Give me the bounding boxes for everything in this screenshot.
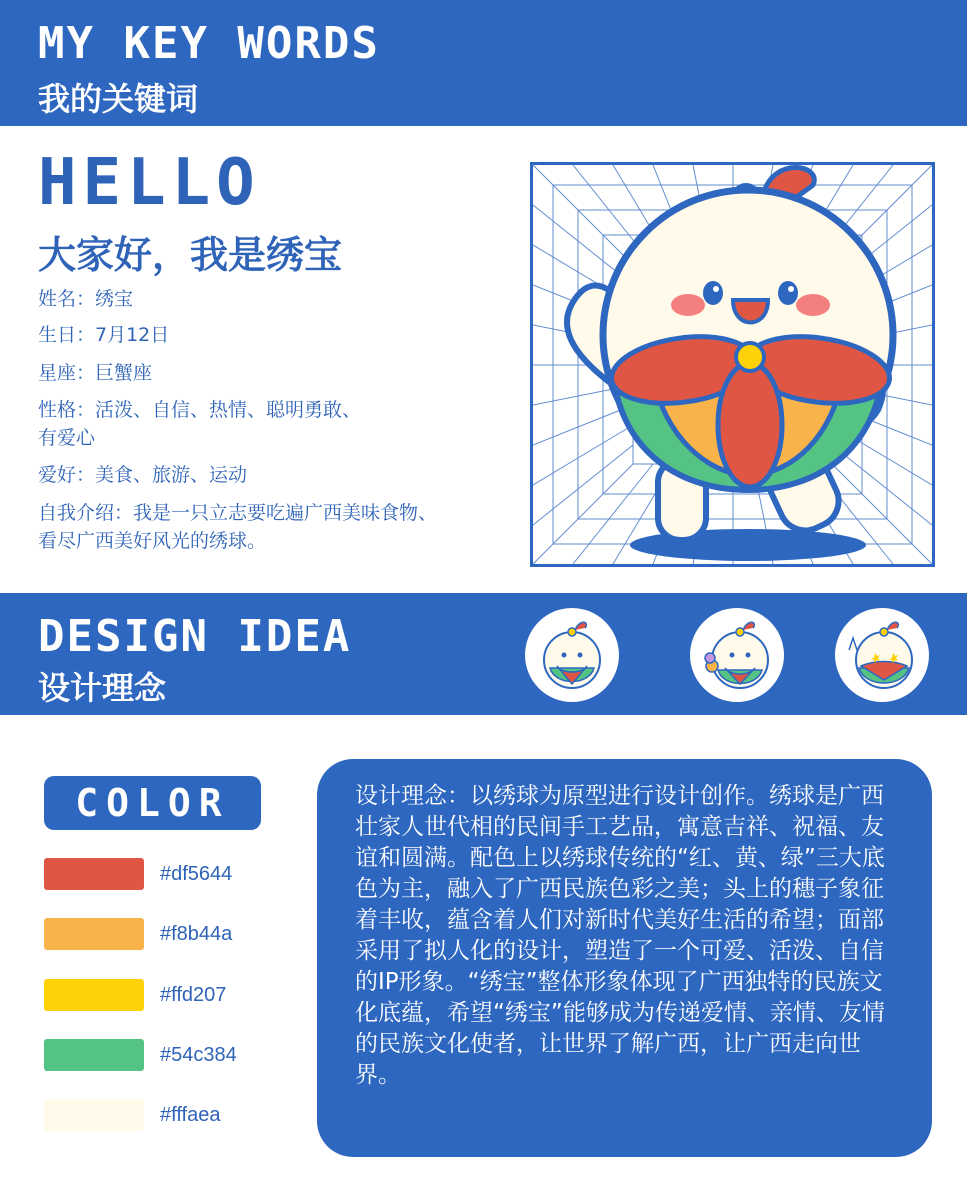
color-hex-green: #54c384 (160, 1044, 237, 1066)
color-hex-cream: #fffaea (160, 1104, 221, 1126)
header-title-en: MY KEY WORDS (38, 18, 380, 69)
mascot-peace-pose-image (835, 608, 929, 702)
mascot-avatar-flower (687, 605, 787, 705)
mascot-avatar-heart (522, 605, 622, 705)
profile-zodiac: 星座：巨蟹座 (38, 362, 153, 384)
profile-birthday: 生日：7月12日 (38, 324, 170, 346)
color-swatch-yellow (44, 979, 144, 1011)
profile-name: 姓名：绣宝 (38, 288, 134, 310)
color-hex-red: #df5644 (160, 863, 233, 885)
design-idea-title-en: DESIGN IDEA (38, 611, 352, 662)
profile-hobbies: 爱好：美食、旅游、运动 (38, 464, 248, 486)
color-hex-orange: #f8b44a (160, 923, 233, 945)
header-title-cn: 我的关键词 (38, 80, 199, 118)
hello-heading: HELLO (38, 146, 261, 220)
mascot-flower-pose-image (690, 608, 784, 702)
color-swatch-cream (44, 1099, 144, 1131)
perspective-grid-illustration (533, 165, 932, 564)
mascot-avatar-peace (832, 605, 932, 705)
color-hex-yellow: #ffd207 (160, 984, 227, 1006)
profile-personality: 性格：活泼、自信、热情、聪明勇敢、有爱心 (38, 399, 362, 449)
design-idea-title-cn: 设计理念 (38, 669, 167, 707)
header-band (0, 0, 967, 126)
color-swatch-orange (44, 918, 144, 950)
color-section-label: COLOR (44, 776, 261, 830)
greeting-heading: 大家好，我是绣宝 (38, 233, 343, 277)
color-swatch-red (44, 858, 144, 890)
color-swatch-green (44, 1039, 144, 1071)
mascot-heart-pose-image (525, 608, 619, 702)
design-idea-band (0, 593, 967, 715)
mascot-illustration-frame (530, 162, 935, 567)
design-description-text: 设计理念：以绣球为原型进行设计创作。绣球是广西壮家人世代相的民间手工艺品，寓意吉祥、祝福、友谊和圆满。配色上以绣球传统的“红、黄、绿”三大底色为主，融入了广西民族色彩之美；头上的穗子象征着丰收，蕴含着人们对新时代美好生活的希望；面部采用了拟人化的设计，塑造了一个可爱、活泼、自信的IP形象。“绣宝”整体形象体现了广西独特的民族文化底蕴，希望“绣宝”能够成为传递爱情、亲情、友情的民族文化使者，让世界了解广西，让广西走向世界。 (355, 783, 885, 1088)
design-description-box (317, 759, 932, 1157)
profile-self-intro: 自我介绍：我是一只立志要吃遍广西美味食物、看尽广西美好风光的绣球。 (38, 502, 438, 552)
